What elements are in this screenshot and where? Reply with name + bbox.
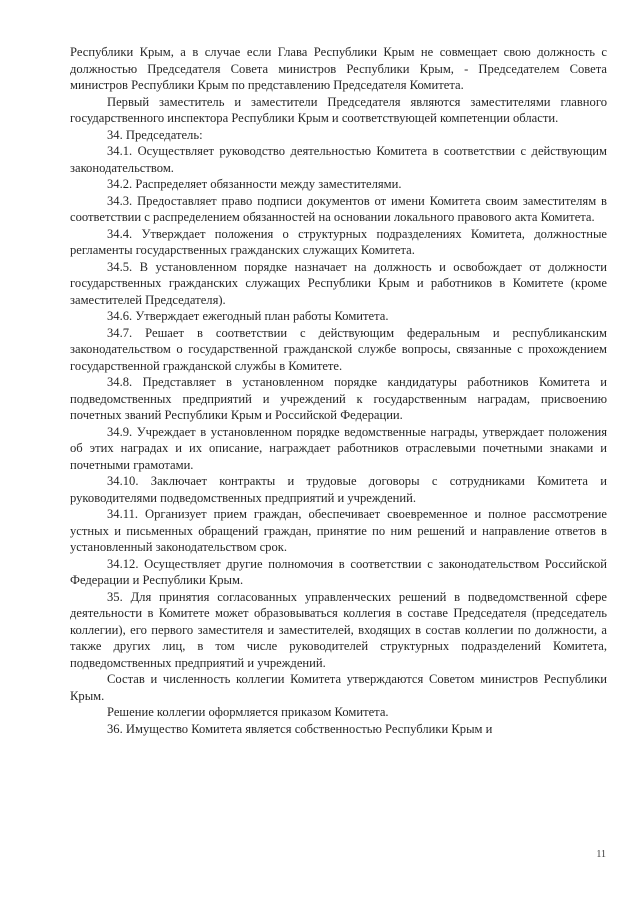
page-number: 11 (596, 849, 606, 860)
paragraph: 34.11. Организует прием граждан, обеспечивает своевременное и полное рассмотрение устных и письменных обращений граждан, принятие по ним решений и направление ответов в установленный законодательством срок. (70, 507, 607, 554)
paragraph: 34.4. Утверждает положения о структурных подразделениях Комитета, должностные регламенты государственных гражданских служащих Комитета. (70, 226, 607, 257)
paragraph: 34.8. Представляет в установленном порядке кандидатуры работников Комитета и подведомственных предприятий и учреждений к государственным наградам, присвоению почетных званий Республики Крым и Российской Федерации. (70, 375, 607, 422)
paragraph: 36. Имущество Комитета является собственностью Республики Крым и (107, 721, 493, 736)
paragraph: Решение коллегии оформляется приказом Комитета. (107, 705, 389, 719)
paragraph: 34.7. Решает в соответствии с действующим федеральным и республиканским законодательством о государственной гражданской службе вопросы, связанные с прохождением государственной гражданской службы в Комитете. (70, 325, 607, 373)
paragraph: 34.5. В установленном порядке назначает на должность и освобождает от должности государственных гражданских служащих Республики Крым и работников в Комитете (кроме заместителей Председателя). (70, 259, 607, 307)
document-body (70, 44, 607, 737)
paragraph: 34.3. Предоставляет право подписи документов от имени Комитета своим заместителям в соответствии с распределением обязанностей на основании локального правового акта Комитета. (70, 193, 607, 224)
section-heading: 34. Председатель: (107, 127, 203, 142)
paragraph: 34.2. Распределяет обязанности между заместителями. (107, 177, 402, 191)
paragraph: 35. Для принятия согласованных управленческих решений в подведомственной сфере деятельности в Комитете может образовываться коллегия в составе Председателя (председатель коллегии), его первого заместителя и заместителей, входящих в состав коллегии по должности, а также других лиц, в том числе руководителей структурных подразделений Комитета, подведомственных предприятий и учреждений. (70, 589, 607, 670)
paragraph: 34.9. Учреждает в установленном порядке ведомственные награды, утверждает положения об этих наградах и их описание, награждает работников отраслевыми почетными знаками и почетными грамотами. (70, 424, 607, 472)
paragraph: 34.6. Утверждает ежегодный план работы Комитета. (107, 309, 389, 323)
paragraph: Состав и численность коллегии Комитета утверждаются Советом министров Республики Крым. (70, 672, 607, 703)
paragraph: Республики Крым, а в случае если Глава Республики Крым не совмещает свою должность с должностью Председателя Совета министров Республики Крым, - Председателем Совета министров Республики Крым по представлению Председателя Комитета. (70, 45, 607, 92)
paragraph: 34.1. Осуществляет руководство деятельностью Комитета в соответствии с действующим законодательством. (70, 144, 607, 175)
paragraph: 34.10. Заключает контракты и трудовые договоры с сотрудниками Комитета и руководителями подведомственных предприятий и учреждений. (70, 474, 607, 505)
paragraph: Первый заместитель и заместители Председателя являются заместителями главного государственного инспектора Республики Крым и соответствующей компетенции области. (70, 94, 607, 125)
paragraph: 34.12. Осуществляет другие полномочия в соответствии с законодательством Российской Федерации и Республики Крым. (70, 556, 607, 587)
